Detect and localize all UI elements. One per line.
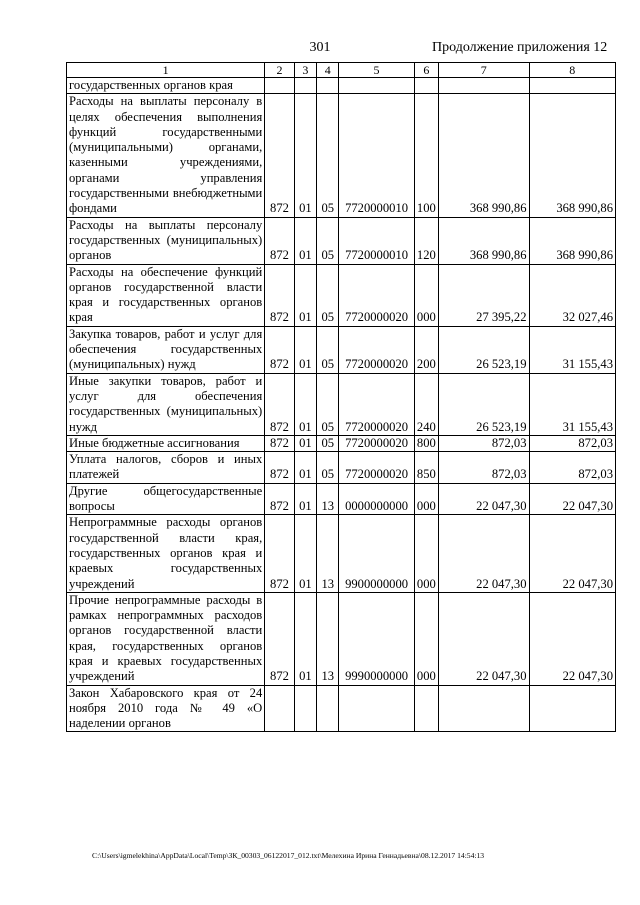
cell-amount-1: 22 047,30 xyxy=(439,592,529,685)
cell-target-article: 7720000020 xyxy=(339,264,414,326)
row-description: Расходы на выплаты персоналу государственных (муниципальных) органов xyxy=(67,217,265,264)
cell-admin-code: 872 xyxy=(265,592,294,685)
cell-target-article: 7720000020 xyxy=(339,326,414,373)
cell-amount-2: 32 027,46 xyxy=(529,264,615,326)
table-row xyxy=(67,483,616,515)
cell-amount-1 xyxy=(439,685,529,732)
cell-target-article: 9990000000 xyxy=(339,592,414,685)
cell-admin-code: 872 xyxy=(265,264,294,326)
col-header-7: 7 xyxy=(439,63,529,78)
cell-target-article: 7720000010 xyxy=(339,94,414,217)
cell-target-article: 7720000010 xyxy=(339,217,414,264)
cell-amount-2: 872,03 xyxy=(529,435,615,451)
cell-admin-code: 872 xyxy=(265,326,294,373)
cell-section: 01 xyxy=(294,452,316,484)
cell-amount-2: 22 047,30 xyxy=(529,483,615,515)
cell-amount-1: 368 990,86 xyxy=(439,94,529,217)
page-note: Продолжение приложения 12 xyxy=(432,40,608,55)
cell-admin-code: 872 xyxy=(265,483,294,515)
cell-expense-type: 000 xyxy=(414,483,438,515)
table-row xyxy=(67,373,616,435)
table-row xyxy=(67,94,616,217)
page-number: 301 xyxy=(309,40,331,55)
cell-admin-code: 872 xyxy=(265,515,294,592)
cell-subsection: 05 xyxy=(317,94,339,217)
cell-section: 01 xyxy=(294,217,316,264)
cell-amount-2: 31 155,43 xyxy=(529,373,615,435)
cell-amount-2: 22 047,30 xyxy=(529,515,615,592)
cell-section: 01 xyxy=(294,483,316,515)
cell-amount-2: 31 155,43 xyxy=(529,326,615,373)
cell-section: 01 xyxy=(294,94,316,217)
cell-amount-1: 22 047,30 xyxy=(439,515,529,592)
cell-amount-2: 368 990,86 xyxy=(529,94,615,217)
cell-admin-code: 872 xyxy=(265,373,294,435)
file-path-footer: C:\Users\igmelekhina\AppData\Local\Temp\ЗК_00303_06122017_012.txt\Мелехина Ирина Геннадьевна\08.12.2017 14:54:13 xyxy=(92,851,485,860)
cell-amount-1: 22 047,30 xyxy=(439,483,529,515)
cell-admin-code xyxy=(265,685,294,732)
cell-amount-2: 872,03 xyxy=(529,452,615,484)
cell-amount-1: 27 395,22 xyxy=(439,264,529,326)
cell-target-article: 0000000000 xyxy=(339,483,414,515)
cell-expense-type: 000 xyxy=(414,515,438,592)
col-header-5: 5 xyxy=(339,63,414,78)
col-header-4: 4 xyxy=(317,63,339,78)
table-row xyxy=(67,515,616,592)
cell-amount-2: 368 990,86 xyxy=(529,217,615,264)
cell-target-article xyxy=(339,685,414,732)
cell-amount-2 xyxy=(529,78,615,94)
cell-expense-type xyxy=(414,78,438,94)
row-description: Закупка товаров, работ и услуг для обеспечения государственных (муниципальных) нужд xyxy=(67,326,265,373)
cell-amount-1: 872,03 xyxy=(439,452,529,484)
row-description: Другие общегосударственные вопросы xyxy=(67,483,265,515)
cell-subsection xyxy=(317,78,339,94)
cell-amount-1: 872,03 xyxy=(439,435,529,451)
table-row xyxy=(67,592,616,685)
col-header-6: 6 xyxy=(414,63,438,78)
cell-admin-code xyxy=(265,78,294,94)
col-header-1: 1 xyxy=(67,63,265,78)
table-row xyxy=(67,435,616,451)
cell-admin-code: 872 xyxy=(265,94,294,217)
cell-section: 01 xyxy=(294,515,316,592)
cell-amount-1: 26 523,19 xyxy=(439,373,529,435)
cell-target-article: 9900000000 xyxy=(339,515,414,592)
cell-subsection: 05 xyxy=(317,373,339,435)
table-row xyxy=(67,685,616,732)
cell-subsection: 05 xyxy=(317,452,339,484)
row-description: Иные закупки товаров, работ и услуг для обеспечения государственных (муниципальных) нужд xyxy=(67,373,265,435)
table-row xyxy=(67,452,616,484)
cell-subsection: 05 xyxy=(317,264,339,326)
budget-table xyxy=(66,62,616,732)
cell-expense-type: 100 xyxy=(414,94,438,217)
cell-subsection: 05 xyxy=(317,435,339,451)
cell-expense-type: 240 xyxy=(414,373,438,435)
cell-expense-type: 000 xyxy=(414,264,438,326)
cell-target-article: 7720000020 xyxy=(339,452,414,484)
table-row xyxy=(67,217,616,264)
cell-section: 01 xyxy=(294,264,316,326)
cell-amount-1: 26 523,19 xyxy=(439,326,529,373)
cell-amount-1: 368 990,86 xyxy=(439,217,529,264)
cell-admin-code: 872 xyxy=(265,217,294,264)
table-header-row xyxy=(67,63,616,78)
col-header-2: 2 xyxy=(265,63,294,78)
row-description: Расходы на обеспечение функций органов государственной власти края и государственных органов края xyxy=(67,264,265,326)
row-description: Непрограммные расходы органов государственной власти края, государственных органов края и краевых государственных учреждений xyxy=(67,515,265,592)
col-header-3: 3 xyxy=(294,63,316,78)
cell-subsection: 13 xyxy=(317,592,339,685)
row-description: Закон Хабаровского края от 24 ноября 2010 года № 49 «О наделении органов xyxy=(67,685,265,732)
cell-section: 01 xyxy=(294,326,316,373)
cell-admin-code: 872 xyxy=(265,452,294,484)
table-row xyxy=(67,326,616,373)
cell-section: 01 xyxy=(294,435,316,451)
col-header-8: 8 xyxy=(529,63,615,78)
cell-subsection: 05 xyxy=(317,217,339,264)
table-row xyxy=(67,264,616,326)
cell-expense-type: 850 xyxy=(414,452,438,484)
cell-amount-2: 22 047,30 xyxy=(529,592,615,685)
cell-subsection xyxy=(317,685,339,732)
table-row xyxy=(67,78,616,94)
cell-subsection: 13 xyxy=(317,515,339,592)
row-description: Уплата налогов, сборов и иных платежей xyxy=(67,452,265,484)
cell-expense-type: 200 xyxy=(414,326,438,373)
cell-section xyxy=(294,685,316,732)
cell-section xyxy=(294,78,316,94)
cell-section: 01 xyxy=(294,592,316,685)
cell-subsection: 13 xyxy=(317,483,339,515)
cell-section: 01 xyxy=(294,373,316,435)
cell-expense-type: 120 xyxy=(414,217,438,264)
cell-amount-2 xyxy=(529,685,615,732)
cell-expense-type: 000 xyxy=(414,592,438,685)
cell-expense-type xyxy=(414,685,438,732)
cell-admin-code: 872 xyxy=(265,435,294,451)
cell-subsection: 05 xyxy=(317,326,339,373)
cell-target-article: 7720000020 xyxy=(339,373,414,435)
cell-target-article xyxy=(339,78,414,94)
row-description: Прочие непрограммные расходы в рамках непрограммных расходов органов государственной власти края, государственных органов края и краевых государственных учреждений xyxy=(67,592,265,685)
row-description: Иные бюджетные ассигнования xyxy=(67,435,265,451)
row-description: Расходы на выплаты персоналу в целях обеспечения выполнения функций государственными (муниципальными) органами, казенными учреждениями, органами управления государственными внебюджетными фондами xyxy=(67,94,265,217)
cell-amount-1 xyxy=(439,78,529,94)
cell-target-article: 7720000020 xyxy=(339,435,414,451)
row-description: государственных органов края xyxy=(67,78,265,94)
cell-expense-type: 800 xyxy=(414,435,438,451)
